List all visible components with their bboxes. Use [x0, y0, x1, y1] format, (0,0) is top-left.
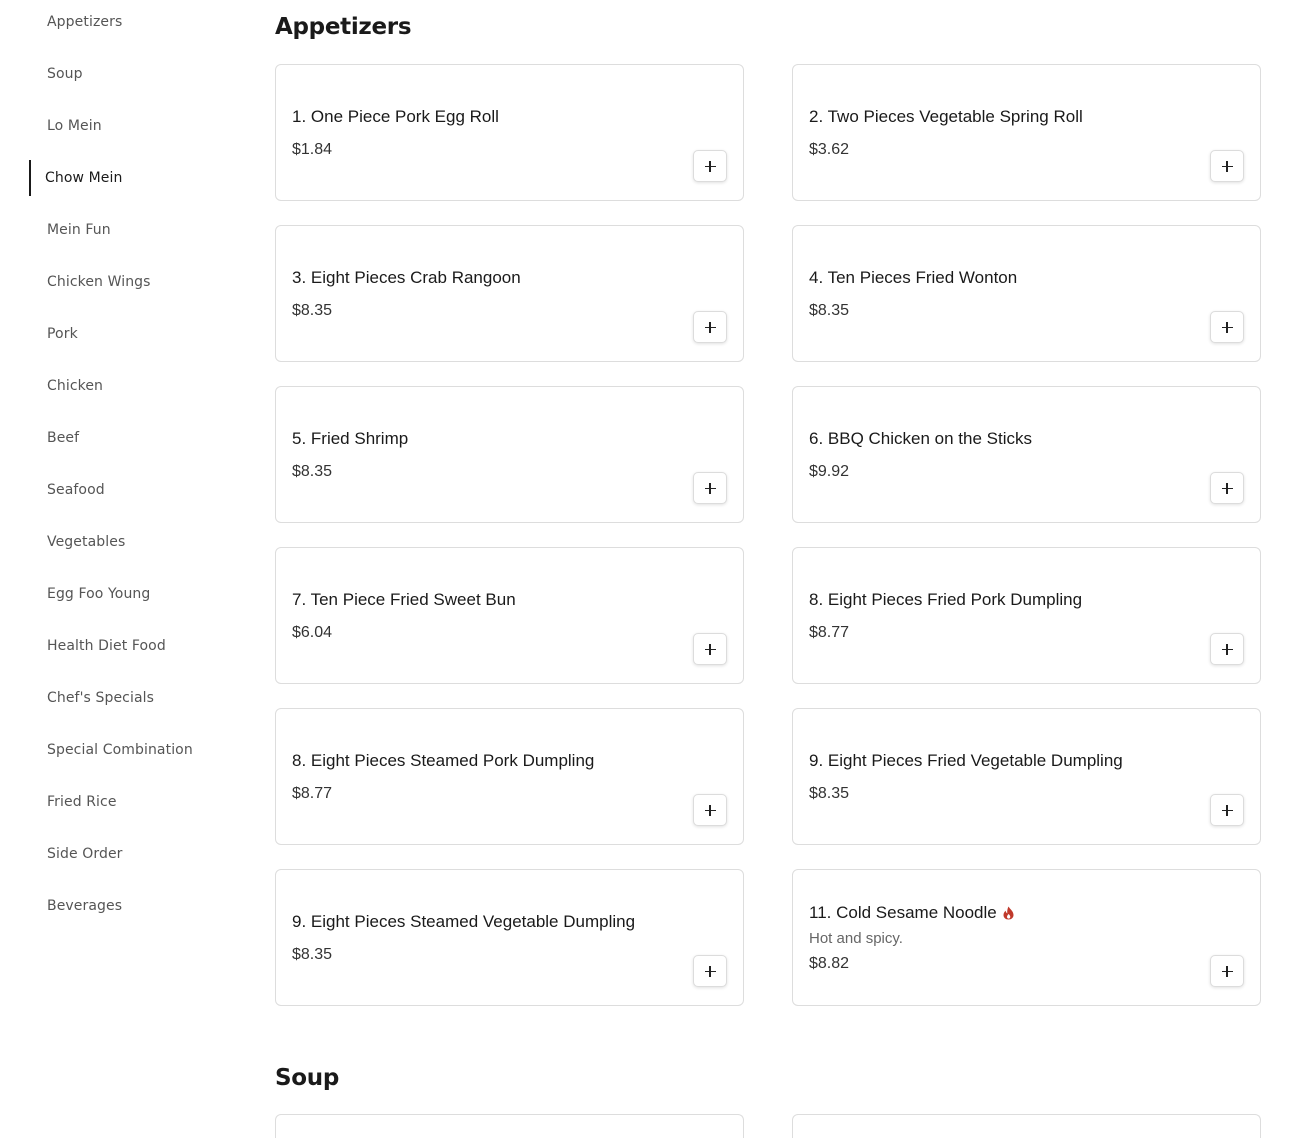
sidebar-item-special-combination[interactable] [29, 732, 193, 768]
sidebar-item-beef[interactable] [29, 420, 193, 456]
menu-item-name: 1. One Piece Pork Egg Roll [292, 106, 499, 126]
menu-item-name: 5. Fried Shrimp [292, 428, 409, 448]
menu-item-info [809, 548, 1190, 683]
menu-item-name-row [809, 750, 1190, 772]
sidebar-item-label: Beverages [47, 898, 123, 914]
menu-item-card[interactable] [792, 869, 1261, 1006]
menu-item-name: 6. BBQ Chicken on the Sticks [809, 428, 1032, 448]
menu-item-card[interactable] [792, 64, 1261, 201]
sidebar-item-label: Pork [47, 326, 78, 342]
menu-item-price: $8.35 [292, 945, 333, 963]
sidebar-item-chicken-wings[interactable] [29, 264, 193, 300]
add-to-cart-button[interactable] [693, 633, 727, 665]
menu-item-info [809, 709, 1190, 844]
add-to-cart-button[interactable] [693, 794, 727, 826]
add-to-cart-button[interactable] [1210, 794, 1244, 826]
add-to-cart-button[interactable] [693, 150, 727, 182]
spicy-icon [1002, 906, 1015, 920]
menu-item-name: 9. Eight Pieces Steamed Vegetable Dumpling [292, 911, 636, 931]
menu-item-price: $3.62 [809, 140, 850, 158]
sidebar-item-label: Health Diet Food [47, 638, 166, 654]
sidebar-item-health-diet-food[interactable] [29, 628, 193, 664]
sidebar-item-label: Mein Fun [47, 222, 111, 238]
sidebar-item-appetizers[interactable] [29, 4, 193, 40]
menu-item-info [292, 548, 673, 683]
sidebar-item-label: Chicken Wings [47, 274, 151, 290]
add-to-cart-button[interactable] [1210, 311, 1244, 343]
sidebar-item-label: Chow Mein [45, 170, 123, 186]
sidebar-item-chicken[interactable] [29, 368, 193, 404]
menu-item-name-row [809, 902, 1190, 924]
menu-item-price: $6.04 [292, 623, 333, 641]
menu-item-name: 2. Two Pieces Vegetable Spring Roll [809, 106, 1083, 126]
sidebar-item-beverages[interactable] [29, 888, 193, 924]
menu-item-price: $8.35 [809, 301, 850, 319]
menu-item-info [809, 65, 1190, 200]
sidebar-item-soup[interactable] [29, 56, 193, 92]
appetizers-grid [275, 64, 1261, 1006]
menu-item-price: $8.35 [292, 462, 333, 480]
menu-item-card[interactable] [275, 547, 744, 684]
menu-item-card[interactable] [792, 547, 1261, 684]
sidebar-item-label: Egg Foo Young [47, 586, 151, 602]
plus-icon [705, 966, 716, 977]
menu-item-price: $8.77 [292, 784, 333, 802]
plus-icon [1222, 644, 1233, 655]
menu-item-info [292, 226, 673, 361]
add-to-cart-button[interactable] [693, 472, 727, 504]
menu-item-card[interactable] [275, 64, 744, 201]
sidebar-item-label: Appetizers [47, 14, 123, 30]
menu-item-name-row [809, 267, 1190, 289]
sidebar-item-label: Beef [47, 430, 80, 446]
sidebar-item-label: Fried Rice [47, 794, 117, 810]
menu-item-price: $9.92 [809, 462, 850, 480]
plus-icon [705, 161, 716, 172]
sidebar-item-label: Lo Mein [47, 118, 102, 134]
add-to-cart-button[interactable] [1210, 955, 1244, 987]
menu-item-price: $1.84 [292, 140, 333, 158]
sidebar-item-label: Chef's Specials [47, 690, 155, 706]
add-to-cart-button[interactable] [693, 955, 727, 987]
sidebar-item-vegetables[interactable] [29, 524, 193, 560]
sidebar-item-label: Vegetables [47, 534, 126, 550]
plus-icon [1222, 966, 1233, 977]
menu-item-name-row [809, 106, 1190, 128]
menu-item-info [809, 226, 1190, 361]
menu-item-description: Hot and spicy. [809, 929, 903, 947]
menu-item-name: 4. Ten Pieces Fried Wonton [809, 267, 1018, 287]
category-list [29, 4, 193, 940]
plus-icon [1222, 805, 1233, 816]
sidebar-item-label: Soup [47, 66, 83, 82]
section-title-appetizers: Appetizers [275, 14, 412, 40]
add-to-cart-button[interactable] [1210, 150, 1244, 182]
menu-item-price: $8.77 [809, 623, 850, 641]
menu-item-name: 3. Eight Pieces Crab Rangoon [292, 267, 521, 287]
sidebar-item-mein-fun[interactable] [29, 212, 193, 248]
menu-item-name-row [292, 106, 673, 128]
plus-icon [1222, 161, 1233, 172]
menu-item-info [292, 709, 673, 844]
menu-item-name: 8. Eight Pieces Steamed Pork Dumpling [292, 750, 595, 770]
menu-item-name: 11. Cold Sesame Noodle [809, 902, 997, 922]
plus-icon [1222, 322, 1233, 333]
plus-icon [1222, 483, 1233, 494]
menu-item-name: 8. Eight Pieces Fried Pork Dumpling [809, 589, 1083, 609]
menu-item-name-row [809, 428, 1190, 450]
plus-icon [705, 644, 716, 655]
plus-icon [705, 805, 716, 816]
menu-item-info [292, 387, 673, 522]
menu-item-name-row [292, 428, 673, 450]
menu-item-card[interactable] [275, 225, 744, 362]
section-title-soup: Soup [275, 1065, 340, 1091]
menu-item-name-row [292, 267, 673, 289]
menu-item-name: 9. Eight Pieces Fried Vegetable Dumpling [809, 750, 1123, 770]
category-sidebar [0, 0, 240, 1138]
menu-item-name: 7. Ten Piece Fried Sweet Bun [292, 589, 516, 609]
menu-item-card[interactable] [275, 869, 744, 1006]
menu-item-card[interactable] [792, 708, 1261, 845]
sidebar-item-chef-s-specials[interactable] [29, 680, 193, 716]
menu-item-info [292, 870, 673, 1005]
sidebar-item-chow-mein[interactable] [29, 160, 193, 196]
menu-item-card[interactable] [792, 225, 1261, 362]
sidebar-item-seafood[interactable] [29, 472, 193, 508]
menu-item-name-row [292, 589, 673, 611]
sidebar-item-label: Chicken [47, 378, 104, 394]
plus-icon [705, 322, 716, 333]
menu-item-name-row [809, 589, 1190, 611]
menu-item-price: $8.82 [809, 954, 850, 972]
sidebar-item-fried-rice[interactable] [29, 784, 193, 820]
menu-item-name-row [292, 750, 673, 772]
add-to-cart-button[interactable] [1210, 472, 1244, 504]
sidebar-item-egg-foo-young[interactable] [29, 576, 193, 612]
plus-icon [705, 483, 716, 494]
menu-item-info [809, 870, 1190, 1005]
menu-item-price: $8.35 [809, 784, 850, 802]
add-to-cart-button[interactable] [693, 311, 727, 343]
sidebar-item-side-order[interactable] [29, 836, 193, 872]
sidebar-item-label: Seafood [47, 482, 105, 498]
menu-item-card[interactable] [275, 386, 744, 523]
menu-item-card[interactable] [792, 386, 1261, 523]
sidebar-item-pork[interactable] [29, 316, 193, 352]
menu-item-name-row [292, 911, 673, 933]
sidebar-item-label: Side Order [47, 846, 123, 862]
menu-item-info [809, 387, 1190, 522]
menu-item-card[interactable] [792, 1114, 1261, 1138]
menu-item-info [292, 65, 673, 200]
add-to-cart-button[interactable] [1210, 633, 1244, 665]
menu-item-price: $8.35 [292, 301, 333, 319]
menu-item-card[interactable] [275, 1114, 744, 1138]
sidebar-item-label: Special Combination [47, 742, 193, 758]
menu-item-card[interactable] [275, 708, 744, 845]
sidebar-item-lo-mein[interactable] [29, 108, 193, 144]
